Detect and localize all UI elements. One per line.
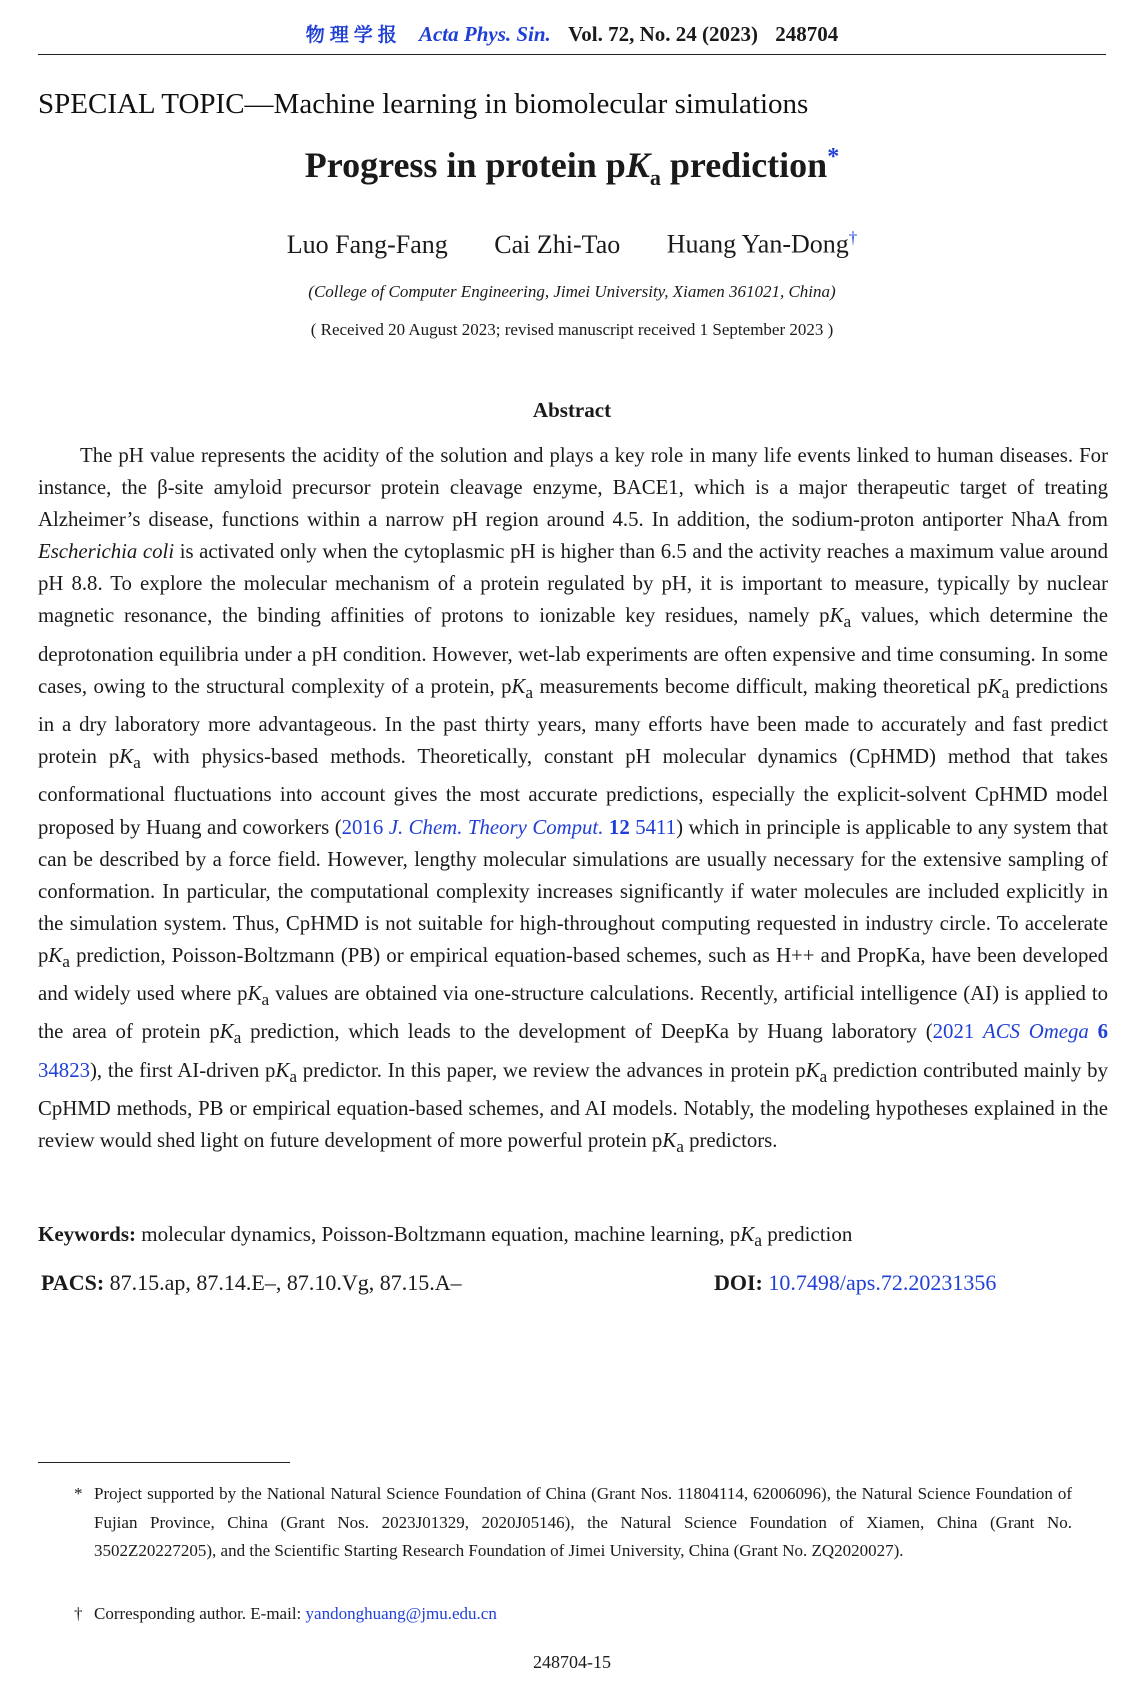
abstract-text: is activated only when the cytoplasmic pH is higher than 6.5 and the activity reaches a maximum value around pH 8.8. To explore the molecular mechanism of a protein regulated by pH, it is important to measure, typically by nuclear magnetic resonance, the binding affinities of protons to ionizable key residues, namely p	[38, 540, 1108, 628]
abstract-text: prediction, which leads to the development of DeepKa by Huang laboratory (	[241, 1020, 933, 1044]
citation-page: 5411	[629, 815, 677, 839]
journal-name-cn: 物理学报	[305, 24, 402, 46]
citation-year: 2016	[341, 815, 389, 839]
pka-k: K	[987, 674, 1002, 698]
citation-page: 34823	[38, 1058, 90, 1082]
pka-k: K	[740, 1222, 755, 1246]
pka-a: a	[843, 612, 852, 632]
doi	[714, 1270, 996, 1296]
pka-k: K	[805, 1058, 820, 1082]
pka-k: K	[48, 943, 63, 967]
article-number: 248704	[775, 22, 839, 46]
pacs	[41, 1270, 462, 1296]
abstract-text: with physics-based methods. Theoretically, constant pH molecular dynamics (CpHMD) method that takes conformational fluctuations into account gives the most accurate predictions, especially the explicit-solvent CpHMD model proposed by Huang and coworkers (	[38, 745, 1108, 839]
pacs-value: 87.15.ap, 87.14.E–, 87.10.Vg, 87.15.A–	[104, 1270, 462, 1295]
author-2: Cai Zhi-Tao	[494, 229, 621, 259]
title-a: a	[649, 165, 661, 191]
title-footnote-mark[interactable]: *	[827, 144, 840, 170]
citation-link-1[interactable]	[342, 816, 676, 839]
citation-volume: 12	[608, 815, 630, 839]
doi-link[interactable]: 10.7498/aps.72.20231356	[768, 1270, 997, 1295]
citation-journal: ACS Omega	[983, 1020, 1089, 1044]
author-3	[667, 228, 858, 260]
pka-a: a	[819, 1066, 828, 1086]
footnote-2-mark: †	[74, 1604, 83, 1623]
citation-year: 2021	[932, 1020, 984, 1044]
journal-name-en: Acta Phys. Sin.	[418, 22, 551, 46]
pka-a: a	[1001, 682, 1010, 702]
title-text-pre: Progress in protein p	[304, 145, 626, 185]
received-dates: ( Received 20 August 2023; revised manuscript received 1 September 2023 )	[310, 320, 834, 339]
pka-k: K	[247, 982, 262, 1006]
abstract-text: ), the first AI-driven p	[90, 1058, 276, 1082]
pka-a: a	[233, 1028, 242, 1048]
abstract-text: predictor. In this paper, we review the advances in protein p	[297, 1058, 806, 1082]
abstract-text: prediction, Poisson-Boltzmann (PB) or empirical equation-based schemes, such as H++ and PropKa, have been developed and widely used where p	[38, 943, 1108, 1006]
citation-volume: 6	[1097, 1020, 1109, 1044]
pka-a: a	[289, 1066, 298, 1086]
author-list	[0, 228, 1144, 260]
volume-info: Vol. 72, No. 24 (2023)	[568, 22, 759, 46]
keywords	[38, 1222, 1108, 1251]
footnote-divider	[38, 1462, 290, 1463]
footnote-2	[94, 1600, 1072, 1629]
abstract-text: predictors.	[683, 1128, 778, 1152]
pka-a: a	[261, 990, 270, 1010]
affiliation: (College of Computer Engineering, Jimei University, Xiamen 361021, China)	[308, 282, 836, 301]
keywords-label: Keywords:	[38, 1222, 136, 1246]
title-k: K	[625, 145, 650, 185]
citation-journal: J. Chem. Theory Comput.	[388, 815, 604, 839]
abstract-body	[38, 440, 1108, 1163]
abstract-text: prediction contributed mainly by CpHMD methods, PB or empirical equation-based schemes, and AI models. Notably, the modeling hypotheses explained in the review would shed light on future development of more powerful protein p	[38, 1058, 1108, 1152]
keywords-tail: prediction	[762, 1222, 853, 1246]
pka-k: K	[119, 745, 134, 769]
abstract-heading: Abstract	[532, 398, 612, 422]
abstract-text: ) which in principle is applicable to any system that can be described by a force field. However, lengthy molecular simulations are usually necessary for the extensive sampling of conformation. In particular, the computational complexity increases significantly if water molecules are included explicitly in the simulation system. Thus, CpHMD is not suitable for high-throughout computing requested in industry circle. To accelerate p	[38, 815, 1108, 967]
footnote-1: Project supported by the National Natural Science Foundation of China (Grant Nos. 11804114, 62006096), the Natural Science Foundation of Fujian Province, China (Grant Nos. 2023J01329, 2020J05146), the Natural Science Foundation of Xiamen, China (Grant No. 3502Z20227205), and the Scientific Starting Research Foundation of Jimei University, China (Grant No. ZQ2020027).	[94, 1484, 1072, 1560]
footnote-2-text: Corresponding author. E-mail:	[94, 1604, 306, 1623]
pka-k: K	[662, 1128, 677, 1152]
pka-k: K	[829, 604, 844, 628]
pka-a: a	[676, 1137, 684, 1157]
paper-title	[0, 144, 1144, 191]
running-header	[38, 20, 1106, 55]
doi-label: DOI:	[714, 1270, 763, 1295]
special-topic: SPECIAL TOPIC—Machine learning in biomolecular simulations	[38, 88, 809, 120]
abstract-text: values are obtained via one-structure calculations. Recently, artificial intelligence (AI) is applied to the area of protein p	[38, 982, 1108, 1044]
author-3-name: Huang Yan-Dong	[666, 229, 849, 259]
abstract-text: values, which determine the deprotonation equilibria under a pH condition. However, wet-lab experiments are often expensive and time consuming. In some cases, owing to the structural complexity of a protein, p	[38, 604, 1108, 698]
page-number: 248704-15	[533, 1652, 611, 1672]
author-1: Luo Fang-Fang	[286, 229, 448, 259]
keywords-text: molecular dynamics, Poisson-Boltzmann equation, machine learning, p	[136, 1222, 741, 1246]
email-link[interactable]: yandonghuang@jmu.edu.cn	[305, 1604, 497, 1623]
abstract-text: predictions in a dry laboratory more advantageous. In the past thirty years, many efforts have been made to accurately and fast predict protein p	[38, 674, 1108, 769]
title-text-post: prediction	[660, 145, 828, 185]
corresponding-mark[interactable]: †	[848, 228, 858, 247]
pka-a: a	[754, 1230, 762, 1251]
footnote-1-mark: *	[74, 1484, 83, 1503]
pka-a: a	[525, 682, 534, 702]
pacs-label: PACS:	[41, 1270, 105, 1295]
pka-k: K	[275, 1058, 290, 1082]
pka-a: a	[133, 753, 141, 773]
abstract-text: measurements become difficult, making theoretical p	[533, 674, 988, 698]
pka-k: K	[219, 1020, 234, 1044]
species-name: Escherichia coli	[38, 540, 175, 564]
abstract-text: The pH value represents the acidity of the solution and plays a key role in many life events linked to human diseases. For instance, the β-site amyloid precursor protein cleavage enzyme, BACE1, which is a major therapeutic target of treating Alzheimer’s disease, functions within a narrow pH region around 4.5. In addition, the sodium-proton antiporter NhaA from	[38, 444, 1108, 532]
pka-a: a	[62, 952, 70, 972]
pka-k: K	[511, 674, 526, 698]
